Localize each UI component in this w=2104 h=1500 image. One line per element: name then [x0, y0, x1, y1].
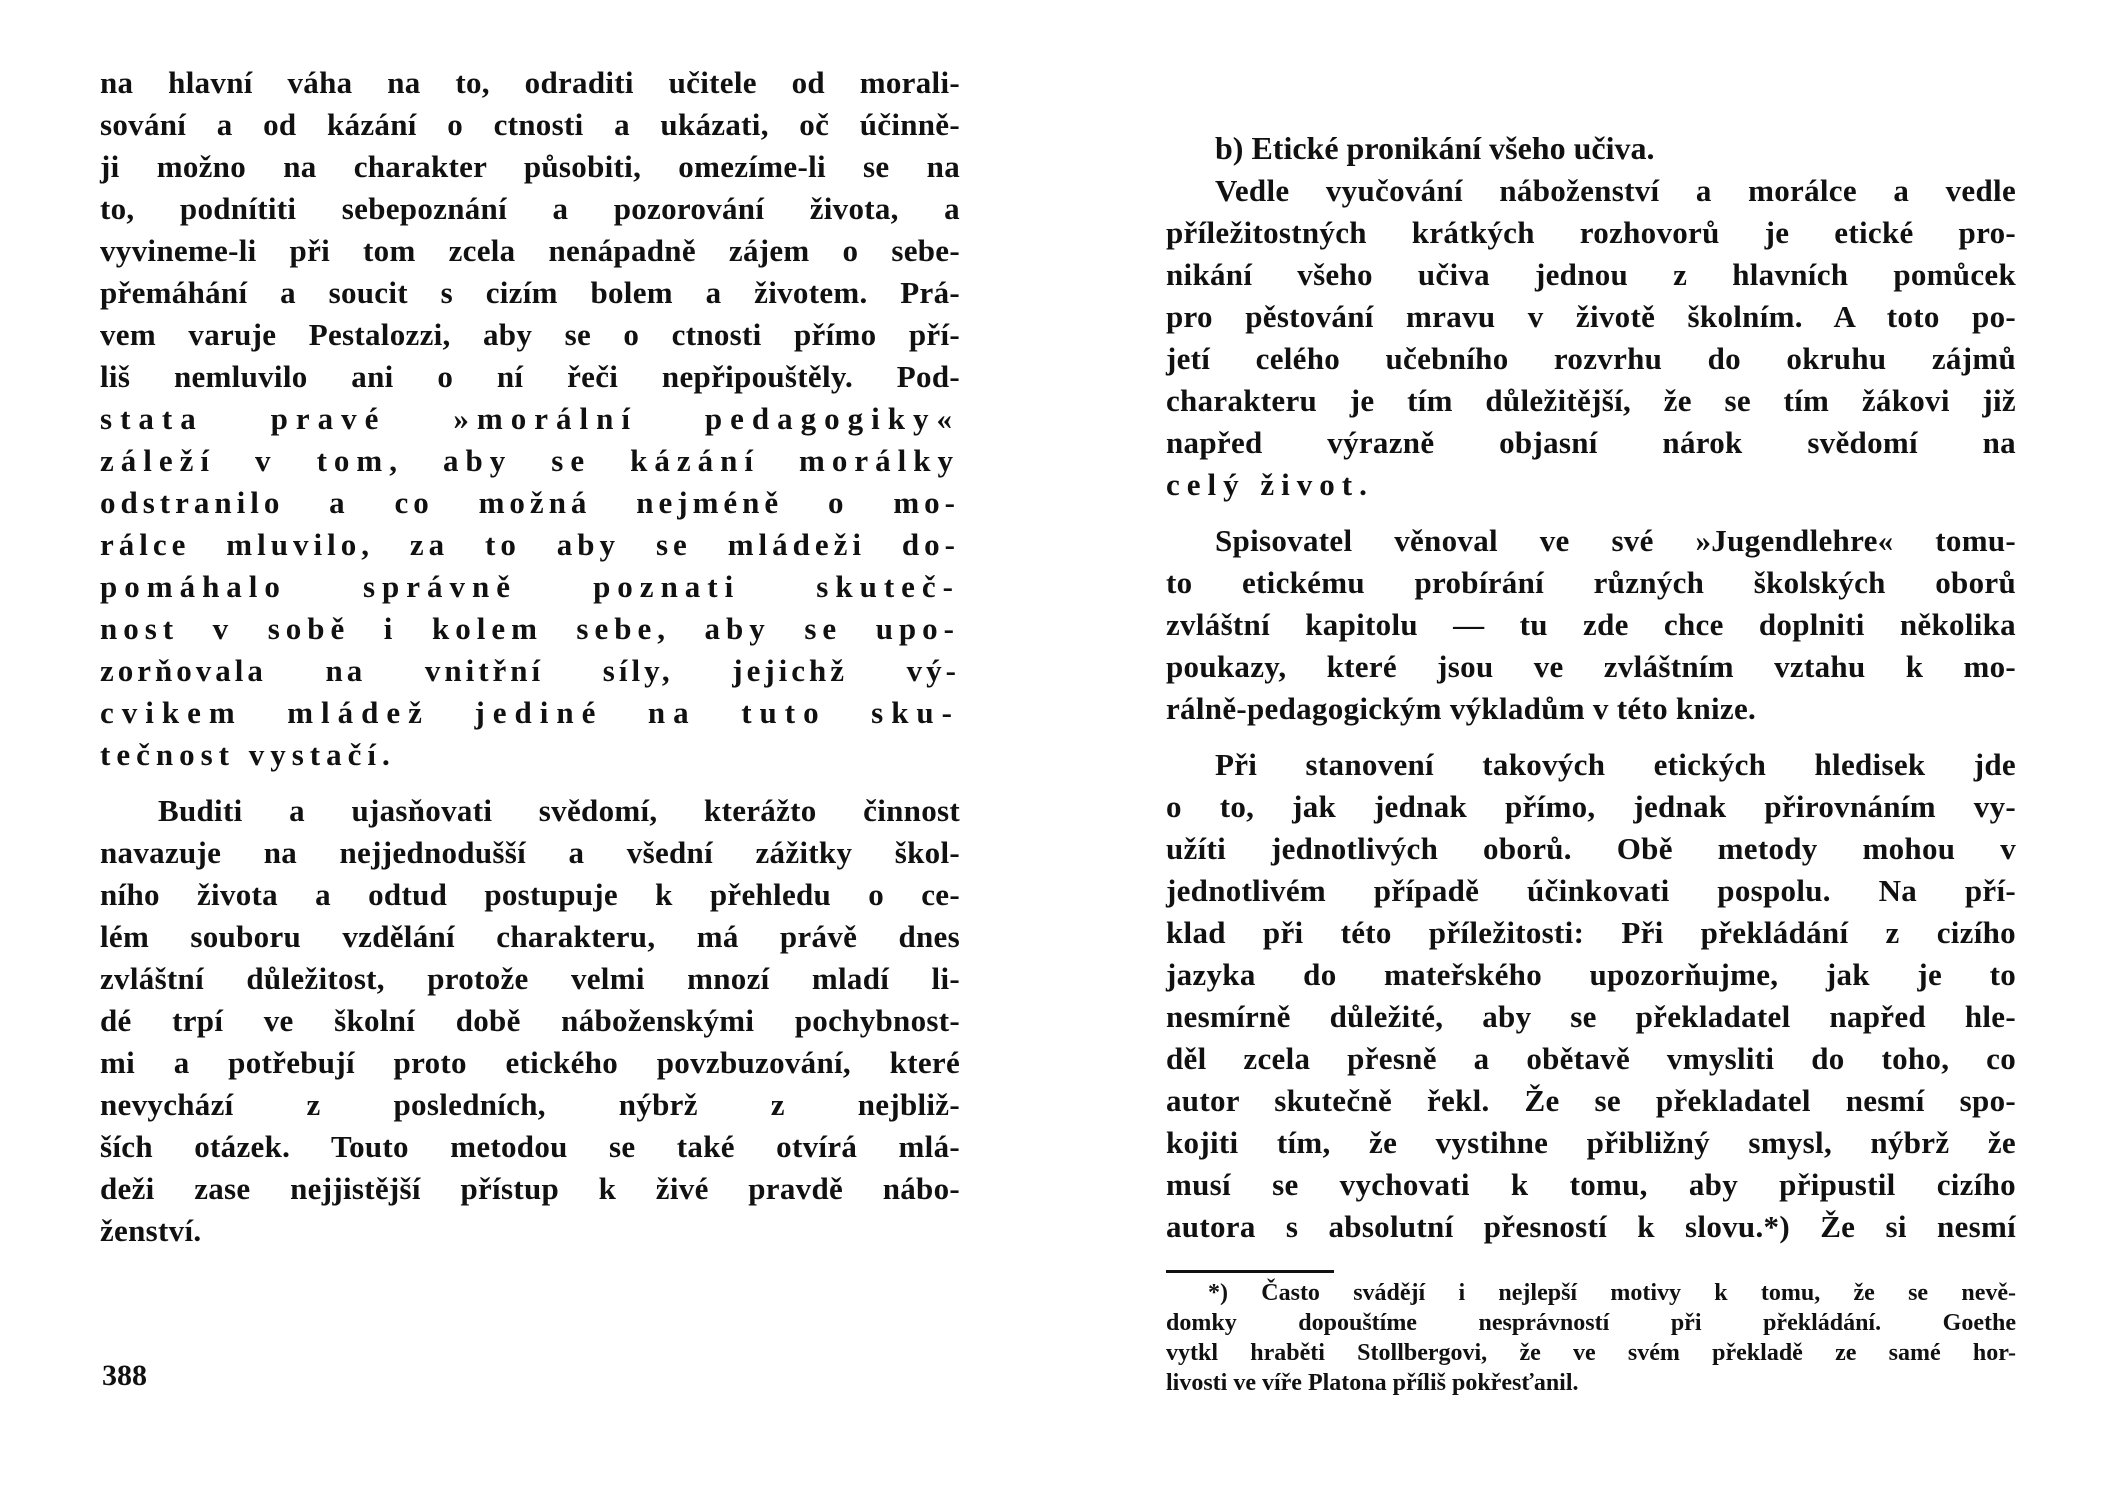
- right-line-17: jednotlivém případě účinkovati pospolu. Na pří-: [1166, 873, 2016, 908]
- footnote-line-3: vytkl hraběti Stollbergovi, že ve svém překladě ze samé hor-: [1166, 1340, 2016, 1366]
- page-number: 388: [102, 1359, 147, 1392]
- left-line-21: lém souboru vzdělání charakteru, má právě dnes: [100, 919, 960, 954]
- right-line-12: poukazy, které jsou ve zvláštním vztahu k mo-: [1166, 649, 2016, 684]
- right-line-2: příležitostných krátkých rozhovorů je etické pro-: [1166, 215, 2016, 250]
- left-line-24: mi a potřebují proto etického povzbuzování, které: [100, 1045, 960, 1080]
- left-line-15: zorňovala na vnitřní síly, jejichž vý-: [100, 653, 960, 688]
- left-line-2: sování a od kázání o ctnosti a ukázati, oč účinně-: [100, 107, 960, 142]
- left-line-9: stata pravé »morální pedagogiky«: [100, 401, 960, 436]
- right-line-25: autora s absolutní přesností k slovu.*) Že si nesmí: [1166, 1209, 2016, 1244]
- left-line-1: na hlavní váha na to, odraditi učitele od morali-: [100, 65, 960, 100]
- left-line-19: navazuje na nejjednodušší a všední zážitky škol-: [100, 835, 960, 870]
- left-line-8: liš nemluvilo ani o ní řeči nepřipouštěly. Pod-: [100, 359, 960, 394]
- left-line-5: vyvineme-li při tom zcela nenápadně zájem o sebe-: [100, 233, 960, 268]
- right-line-16: užíti jednotlivých oborů. Obě metody mohou v: [1166, 831, 2016, 866]
- left-line-11: odstranilo a co možná nejméně o mo-: [100, 485, 960, 520]
- left-line-28: ženství.: [100, 1213, 202, 1248]
- left-line-6: přemáhání a soucit s cizím bolem a životem. Prá-: [100, 275, 960, 310]
- left-line-23: dé trpí ve školní době náboženskými pochybnost-: [100, 1003, 960, 1038]
- right-line-23: kojiti tím, že vystihne přibližný smysl, nýbrž že: [1166, 1125, 2016, 1160]
- left-line-22: zvláštní důležitost, protože velmi mnozí mladí li-: [100, 961, 960, 996]
- left-line-14: nost v sobě i kolem sebe, aby se upo-: [100, 611, 960, 646]
- left-line-3: ji možno na charakter působiti, omezíme-li se na: [100, 149, 960, 184]
- left-line-16: cvikem mládež jediné na tuto sku-: [100, 695, 960, 730]
- right-line-24: musí se vychovati k tomu, aby připustil cizího: [1166, 1167, 2016, 1202]
- right-line-6: charakteru je tím důležitější, že se tím žákovi již: [1166, 383, 2016, 418]
- right-line-13: rálně-pedagogickým výkladům v této knize.: [1166, 691, 1757, 726]
- right-line-18: klad při této příležitosti: Při překládání z cizího: [1166, 915, 2016, 950]
- right-line-22: autor skutečně řekl. Že se překladatel nesmí spo-: [1166, 1083, 2016, 1118]
- right-line-1: Vedle vyučování náboženství a morálce a vedle: [1215, 173, 2016, 208]
- left-line-20: ního života a odtud postupuje k přehledu o ce-: [100, 877, 960, 912]
- right-line-21: děl zcela přesně a obětavě vmysliti do toho, co: [1166, 1041, 2016, 1076]
- left-line-25: nevychází z posledních, nýbrž z nejbliž-: [100, 1087, 960, 1122]
- section-heading: b) Etické pronikání všeho učiva.: [1215, 130, 1655, 166]
- footnote-line-1: *) Často svádějí i nejlepší motivy k tomu, že se nevě-: [1208, 1280, 2016, 1306]
- right-line-7: napřed výrazně objasní nárok svědomí na: [1166, 425, 2016, 460]
- left-line-13: pomáhalo správně poznati skuteč-: [100, 569, 960, 604]
- right-line-10: to etickému probírání různých školských oborů: [1166, 565, 2016, 600]
- right-line-3: nikání všeho učiva jednou z hlavních pomůcek: [1166, 257, 2016, 292]
- left-line-7: vem varuje Pestalozzi, aby se o ctnosti přímo pří-: [100, 317, 960, 352]
- right-line-14: Při stanovení takových etických hledisek jde: [1215, 747, 2016, 782]
- footnote-line-4: livosti ve víře Platona příliš pokřesťanil.: [1166, 1370, 1579, 1396]
- right-line-9: Spisovatel věnoval ve své »Jugendlehre« tomu-: [1215, 523, 2016, 558]
- right-line-11: zvláštní kapitolu — tu zde chce doplniti několika: [1166, 607, 2016, 642]
- left-line-18: Buditi a ujasňovati svědomí, kterážto činnost: [158, 793, 960, 828]
- left-line-12: rálce mluvilo, za to aby se mládeži do-: [100, 527, 960, 562]
- footnote-divider: [1166, 1270, 1334, 1273]
- right-line-8: celý život.: [1166, 467, 1374, 502]
- left-line-10: záleží v tom, aby se kázání morálky: [100, 443, 960, 478]
- left-line-26: ších otázek. Touto metodou se také otvírá mlá-: [100, 1129, 960, 1164]
- right-line-19: jazyka do mateřského upozorňujme, jak je to: [1166, 957, 2016, 992]
- left-line-17: tečnost vystačí.: [100, 737, 396, 772]
- left-line-4: to, podnítiti sebepoznání a pozorování života, a: [100, 191, 960, 226]
- right-line-5: jetí celého učebního rozvrhu do okruhu zájmů: [1166, 341, 2016, 376]
- left-line-27: deži zase nejjistější přístup k živé pravdě nábo-: [100, 1171, 960, 1206]
- right-line-20: nesmírně důležité, aby se překladatel napřed hle-: [1166, 999, 2016, 1034]
- right-line-4: pro pěstování mravu v životě školním. A toto po-: [1166, 299, 2016, 334]
- footnote-line-2: domky dopouštíme nesprávností při překládání. Goethe: [1166, 1310, 2016, 1336]
- right-line-15: o to, jak jednak přímo, jednak přirovnáním vy-: [1166, 789, 2016, 824]
